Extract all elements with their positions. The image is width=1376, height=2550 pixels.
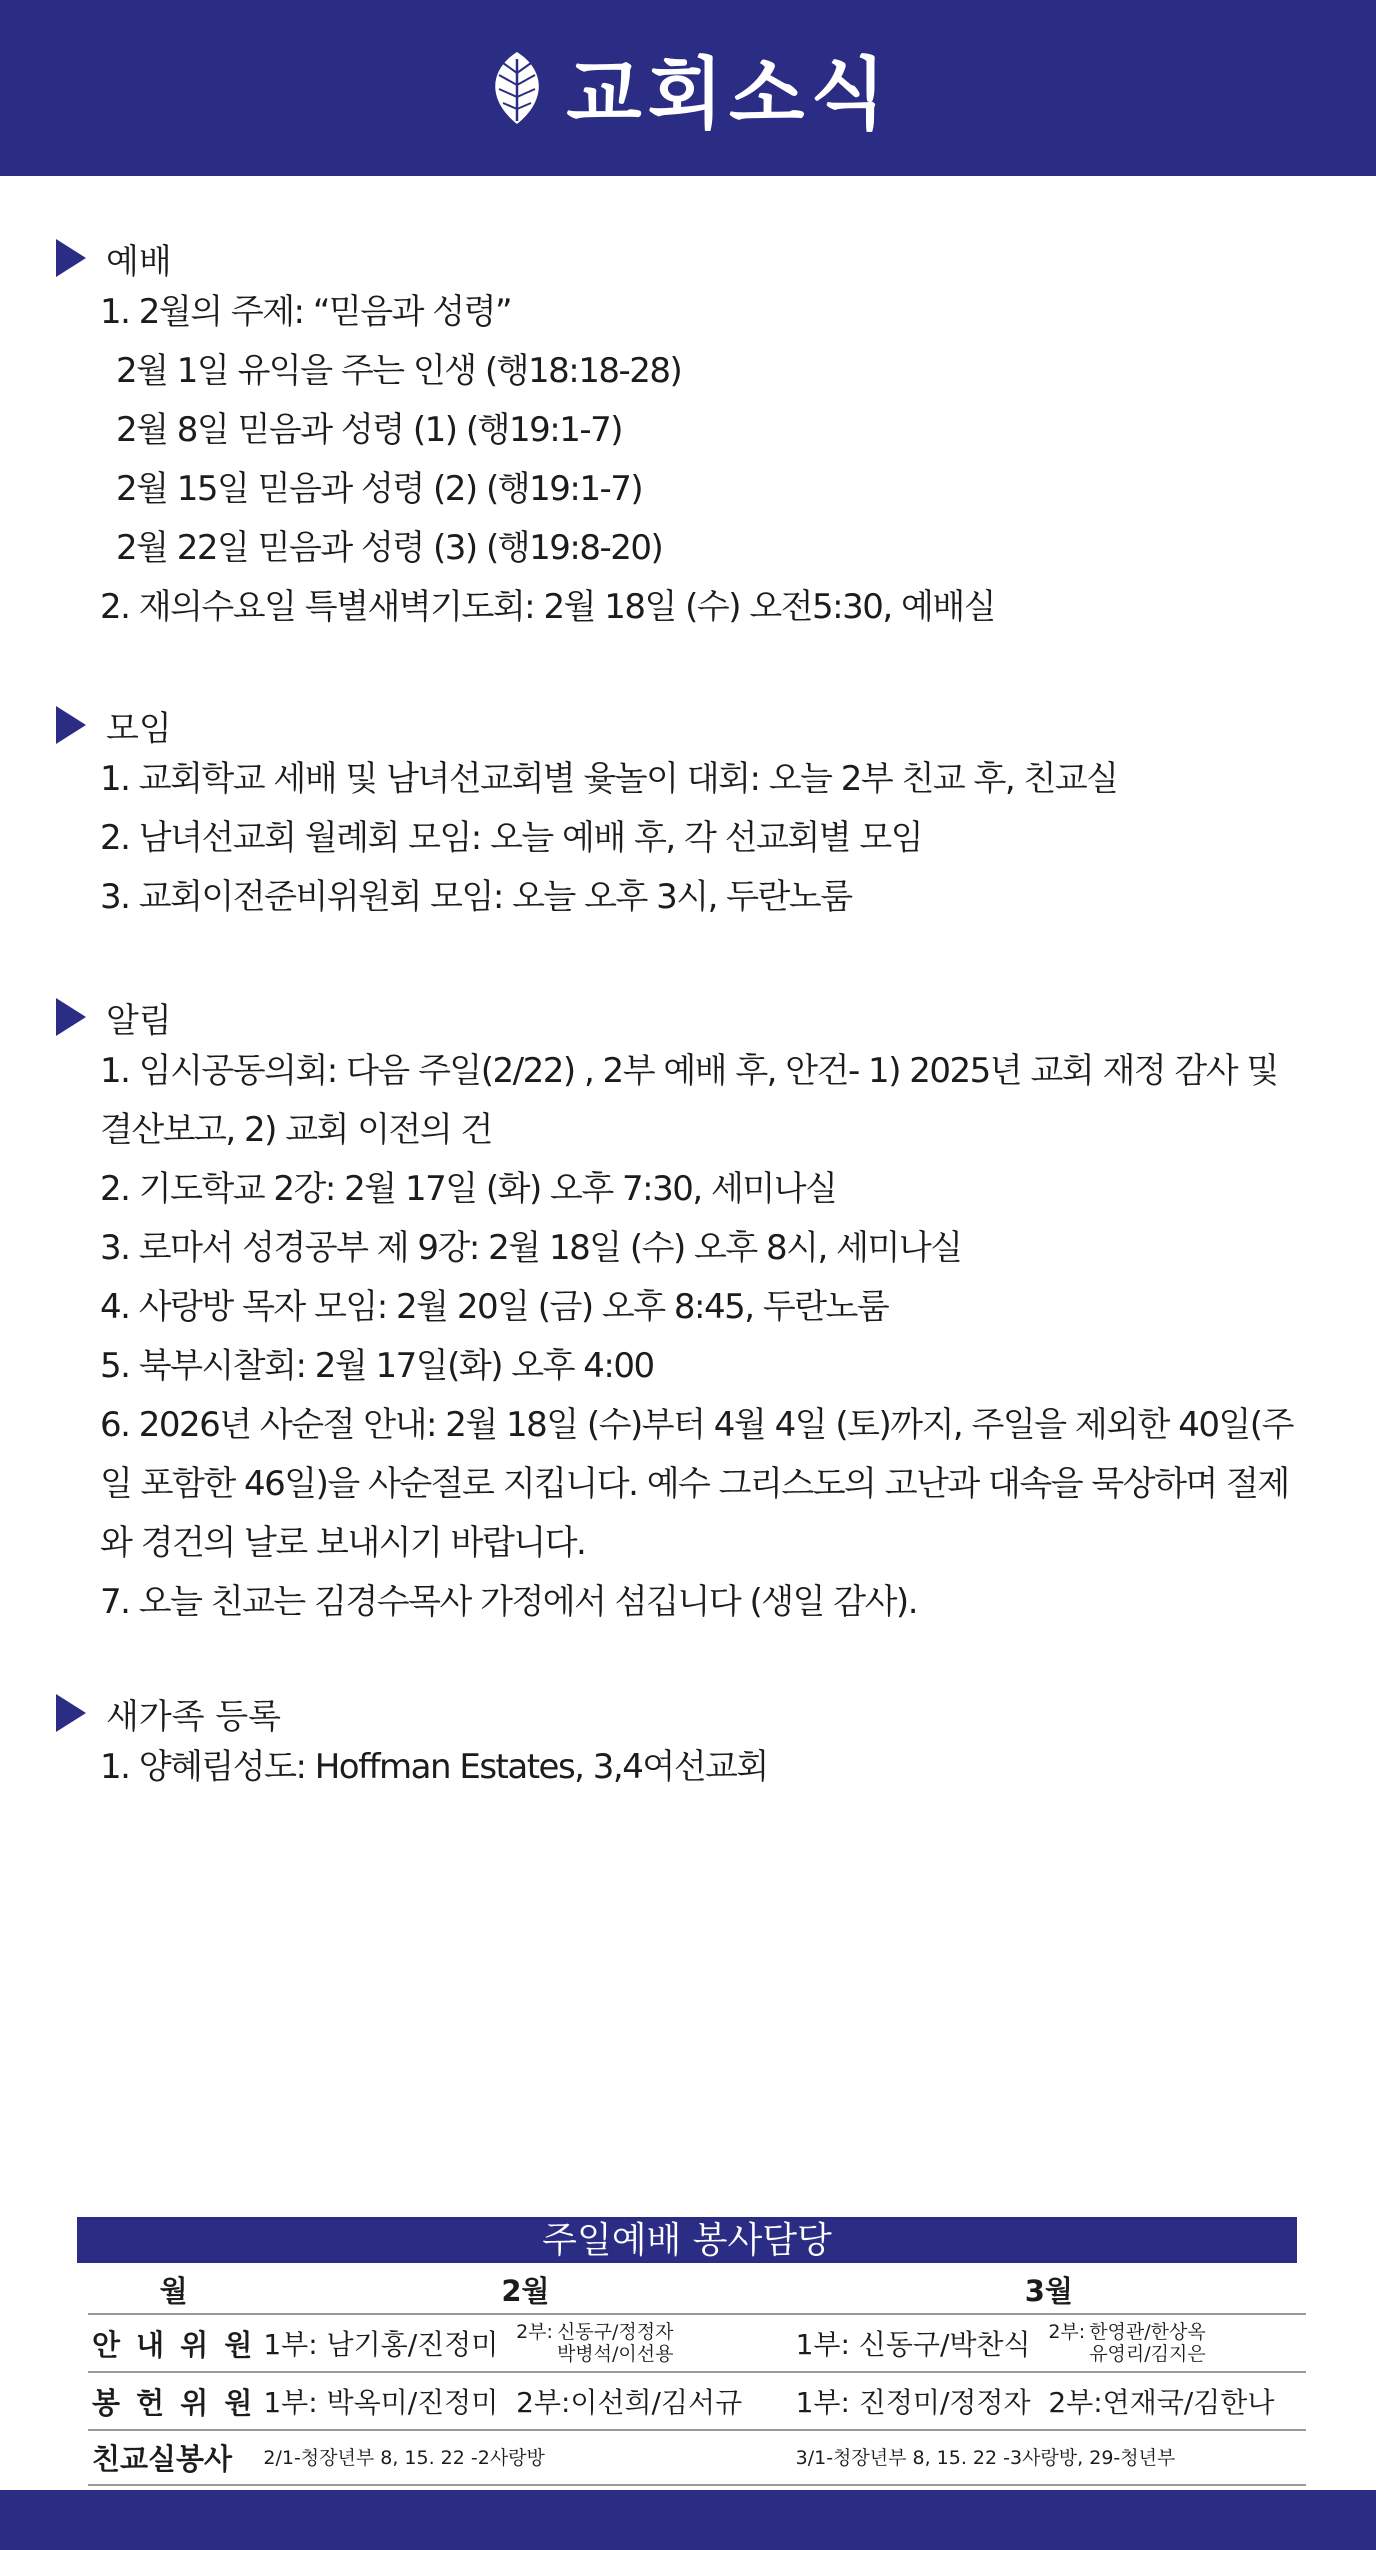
list-item: 5. 북부시찰회: 2월 17일(화) 오후 4:00 — [100, 1346, 654, 1386]
notice-section — [56, 992, 1316, 1632]
list-item: 1. 교회학교 세배 및 남녀선교회별 윷놀이 대회: 오늘 2부 친교 후, 친교실 — [100, 759, 1118, 799]
cell-line: 한영관/한상옥 — [1089, 2321, 1206, 2343]
cell-line: 신동구/정정자 — [556, 2321, 674, 2343]
table-header-row — [88, 2265, 1306, 2314]
cell-prefix: 2부: — [1048, 2321, 1086, 2343]
meeting-heading — [56, 700, 1316, 750]
page-title: 교회소식 — [566, 50, 892, 140]
section-title: 모임 — [106, 708, 172, 749]
list-item: 일 포함한 46일)을 사순절로 지킵니다. 예수 그리스도의 고난과 대속을 묵상하며 절제 — [100, 1464, 1289, 1504]
triangle-bullet-icon — [56, 998, 86, 1036]
list-item: 2. 남녀선교회 월례회 모임: 오늘 예배 후, 각 선교회별 모임 — [100, 818, 923, 858]
column-header-month: 월 — [159, 2273, 188, 2308]
worship-section — [56, 233, 1316, 637]
notice-heading — [56, 992, 1316, 1042]
table-row — [88, 2430, 1306, 2484]
table-cell: 1부: 진정미/정정자 — [795, 2386, 1031, 2419]
triangle-bullet-icon — [56, 1694, 86, 1732]
row-label: 봉 헌 위 원 — [92, 2385, 256, 2420]
section-title: 알림 — [106, 1000, 172, 1041]
cell-line: 박병석/이선용 — [556, 2343, 674, 2365]
list-item: 2월 15일 믿음과 성령 (2) (행19:1-7) — [116, 469, 643, 509]
newfamily-heading — [56, 1688, 1316, 1738]
column-header-feb: 2월 — [501, 2273, 550, 2308]
service-table — [88, 2265, 1306, 2484]
list-item: 1. 양혜림성도: Hoffman Estates, 3,4여선교회 — [100, 1747, 768, 1787]
triangle-bullet-icon — [56, 706, 86, 744]
table-cell: 2부:이선희/김서규 — [516, 2386, 743, 2419]
table-cell: 2/1-청장년부 8, 15. 22 -2사랑방 — [263, 2446, 545, 2469]
column-header-mar: 3월 — [1024, 2273, 1073, 2308]
list-item: 2월 8일 믿음과 성령 (1) (행19:1-7) — [116, 410, 622, 450]
table-cell: 1부: 신동구/박찬식 — [795, 2328, 1031, 2361]
row-label: 안 내 위 원 — [92, 2327, 256, 2362]
list-item: 2월 22일 믿음과 성령 (3) (행19:8-20) — [116, 528, 663, 568]
meeting-section — [56, 700, 1316, 927]
header-banner — [0, 0, 1376, 176]
list-item: 결산보고, 2) 교회 이전의 건 — [100, 1110, 492, 1150]
footer-band — [0, 2490, 1376, 2550]
cell-prefix: 2부: — [516, 2321, 553, 2343]
list-item: 6. 2026년 사순절 안내: 2월 18일 (수)부터 4월 4일 (토)까지, 주일을 제외한 40일(주 — [100, 1405, 1293, 1445]
table-cell: 2부:연재국/김한나 — [1048, 2386, 1275, 2419]
service-table-title: 주일예배 봉사담당 — [77, 2217, 1297, 2263]
table-cell: 1부: 남기홍/진정미 — [263, 2328, 499, 2361]
table-bottom-rule — [88, 2484, 1306, 2486]
table-cell — [512, 2314, 792, 2372]
list-item: 1. 임시공동의회: 다음 주일(2/22) , 2부 예배 후, 안건- 1) 2025년 교회 재정 감사 및 — [100, 1051, 1278, 1091]
worship-heading — [56, 233, 1316, 283]
list-item: 7. 오늘 친교는 김경수목사 가정에서 섬깁니다 (생일 감사). — [100, 1582, 917, 1622]
list-item: 3. 로마서 성경공부 제 9강: 2월 18일 (수) 오후 8시, 세미나실 — [100, 1228, 962, 1268]
table-cell: 3/1-청장년부 8, 15. 22 -3사랑방, 29-청년부 — [795, 2446, 1176, 2469]
section-title: 새가족 등록 — [106, 1696, 282, 1737]
leaf-icon — [484, 49, 550, 127]
section-title: 예배 — [106, 241, 172, 282]
table-row — [88, 2314, 1306, 2372]
list-item: 2월 1일 유익을 주는 인생 (행18:18-28) — [116, 351, 682, 391]
list-item: 4. 사랑방 목자 모임: 2월 20일 (금) 오후 8:45, 두란노룸 — [100, 1287, 889, 1327]
newfamily-section — [56, 1688, 1316, 1797]
table-row — [88, 2372, 1306, 2430]
list-item: 3. 교회이전준비위원회 모임: 오늘 오후 3시, 두란노룸 — [100, 877, 852, 917]
list-item: 2. 기도학교 2강: 2월 17일 (화) 오후 7:30, 세미나실 — [100, 1169, 837, 1209]
cell-line: 유영리/김지은 — [1089, 2343, 1206, 2365]
list-item: 와 경건의 날로 보내시기 바랍니다. — [100, 1523, 586, 1563]
list-item: 2. 재의수요일 특별새벽기도회: 2월 18일 (수) 오전5:30, 예배실 — [100, 587, 996, 627]
list-item: 1. 2월의 주제: “믿음과 성령” — [100, 292, 512, 332]
triangle-bullet-icon — [56, 239, 86, 277]
table-cell — [1044, 2314, 1306, 2372]
table-cell: 1부: 박옥미/진정미 — [263, 2386, 499, 2419]
row-label: 친교실봉사 — [92, 2442, 233, 2476]
